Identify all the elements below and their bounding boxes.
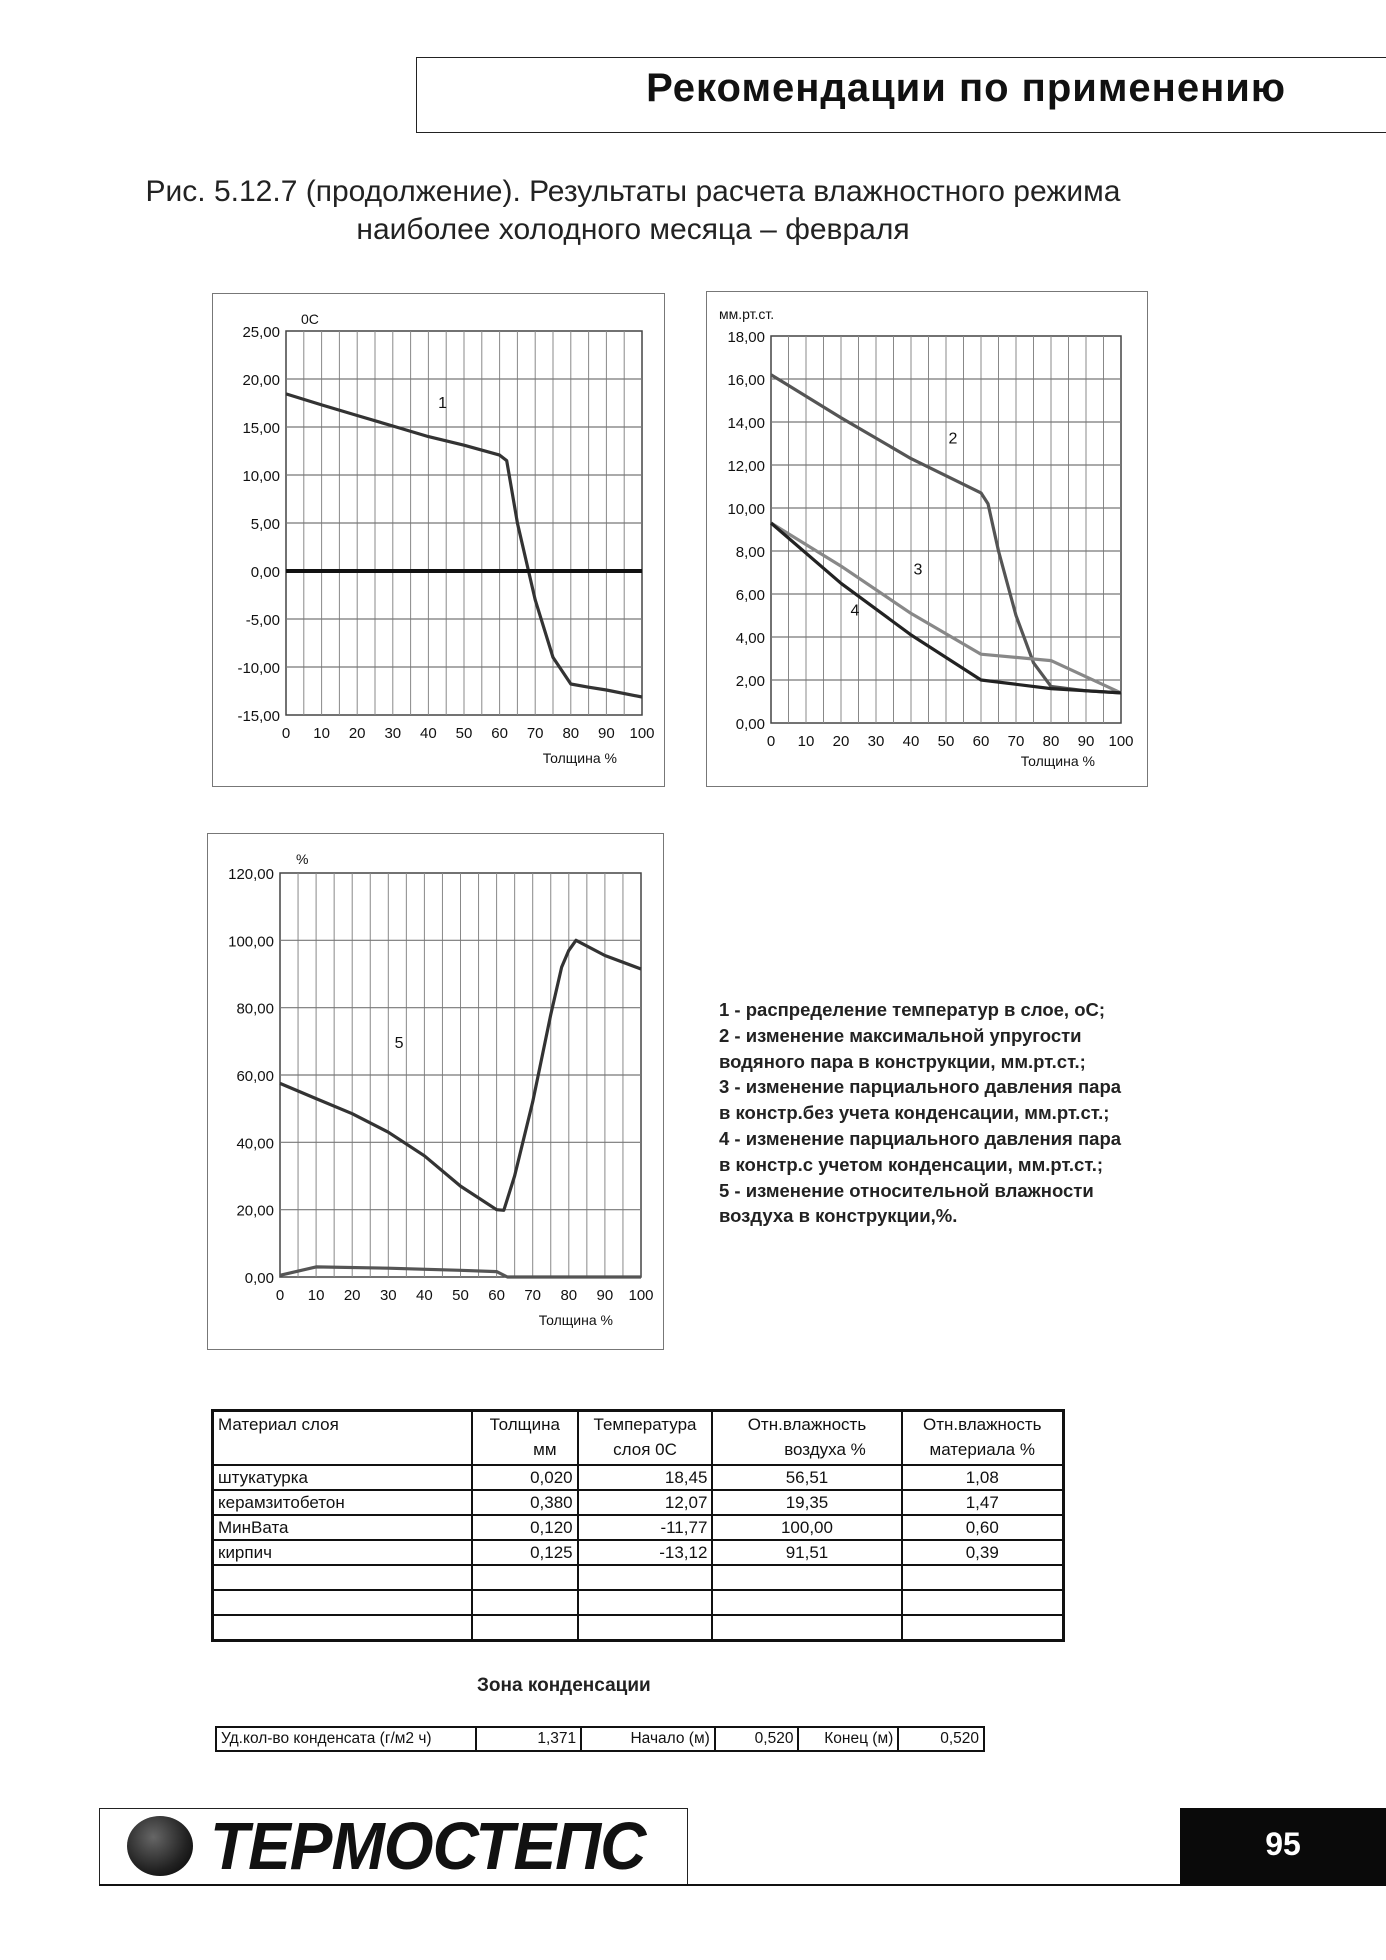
legend-line: 3 - изменение парциального давления пара — [719, 1076, 1122, 1098]
y-axis-label: % — [296, 851, 309, 867]
x-axis-label: Толщина % — [542, 750, 617, 766]
cell-material: керамзитобетон — [213, 1490, 473, 1515]
condensation-table — [215, 1726, 985, 1752]
x-tick-label: 10 — [307, 1287, 325, 1304]
x-tick-label: 40 — [416, 1287, 433, 1304]
table-row — [213, 1540, 1064, 1565]
cell-thickness — [472, 1590, 578, 1615]
x-tick-label: 90 — [598, 725, 615, 742]
cell-thickness: 0,380 — [472, 1490, 578, 1515]
x-tick-label: 60 — [488, 1287, 505, 1304]
legend-line: 2 - изменение максимальной упругости — [719, 1024, 1082, 1046]
x-axis-label: Толщина % — [538, 1312, 613, 1328]
y-axis-label: мм.рт.ст. — [719, 306, 775, 322]
cell-material-humidity — [902, 1565, 1064, 1590]
y-tick-label: 18,00 — [727, 329, 765, 346]
x-tick-label: 80 — [1042, 733, 1060, 750]
x-tick-label: 40 — [420, 725, 437, 742]
chart-svg — [208, 834, 663, 1349]
y-tick-label: 15,00 — [242, 420, 280, 437]
x-tick-label: 50 — [452, 1287, 469, 1304]
x-tick-label: 10 — [797, 733, 815, 750]
legend-line: 1 - распределение температур в слое, оС; — [719, 999, 1106, 1020]
header-material: Материал слоя — [213, 1411, 473, 1466]
legend-line: в констр.с учетом конденсации, мм.рт.ст.; — [719, 1153, 1104, 1175]
chart-svg — [707, 292, 1147, 786]
y-tick-label: 2,00 — [735, 673, 765, 690]
y-tick-label: 10,00 — [727, 501, 765, 518]
x-tick-label: 100 — [1108, 733, 1134, 750]
cell-thickness: 0,125 — [472, 1540, 578, 1565]
y-tick-label: 5,00 — [250, 516, 280, 533]
condensation-end-label: Конец (м) — [798, 1727, 898, 1751]
cell-temperature: 12,07 — [578, 1490, 713, 1515]
x-tick-label: 30 — [867, 733, 885, 750]
legend-line: в констр.без учета конденсации, мм.рт.ст.; — [719, 1102, 1110, 1124]
cell-material — [213, 1615, 473, 1641]
series-label: 4 — [850, 602, 860, 620]
header-temperature: Температура слоя 0С — [578, 1411, 713, 1466]
y-tick-label: -5,00 — [245, 612, 280, 629]
cell-air-humidity — [712, 1590, 901, 1615]
page-number: 95 — [1265, 1826, 1301, 1862]
y-tick-label: -15,00 — [237, 708, 280, 725]
temperature-chart — [212, 293, 665, 787]
series-label: 5 — [394, 1035, 404, 1053]
cell-air-humidity: 100,00 — [712, 1515, 901, 1540]
x-tick-label: 20 — [348, 725, 366, 742]
series-label: 2 — [948, 430, 958, 448]
y-tick-label: 0,00 — [735, 716, 765, 733]
condensation-row — [216, 1727, 984, 1751]
cell-air-humidity: 91,51 — [712, 1540, 901, 1565]
cell-thickness — [472, 1565, 578, 1590]
x-tick-label: 100 — [629, 725, 655, 742]
x-tick-label: 70 — [1007, 733, 1025, 750]
x-tick-label: 60 — [491, 725, 508, 742]
x-tick-label: 20 — [832, 733, 850, 750]
y-tick-label: 20,00 — [242, 372, 280, 389]
y-tick-label: 12,00 — [727, 458, 765, 475]
x-axis-label: Толщина % — [1020, 753, 1095, 769]
y-tick-label: 60,00 — [236, 1068, 274, 1085]
layers-table — [211, 1409, 1065, 1642]
cell-material — [213, 1590, 473, 1615]
x-tick-label: 0 — [281, 725, 291, 742]
cell-temperature — [578, 1615, 713, 1641]
page-header-title: Рекомендации по применению — [646, 66, 1286, 110]
legend-line: водяного пара в конструкции, мм.рт.ст.; — [719, 1050, 1086, 1072]
cell-thickness: 0,020 — [472, 1465, 578, 1490]
table-header-row — [213, 1411, 1064, 1466]
humidity-chart — [207, 833, 664, 1350]
condensate-amount-label: Уд.кол-во конденсата (г/м2 ч) — [216, 1727, 476, 1751]
header-air-humidity: Отн.влажность воздуха % — [712, 1411, 901, 1466]
y-tick-label: 10,00 — [242, 468, 280, 485]
x-tick-label: 10 — [313, 725, 330, 742]
cell-thickness: 0,120 — [472, 1515, 578, 1540]
x-tick-label: 20 — [343, 1287, 361, 1304]
y-tick-label: 25,00 — [242, 324, 280, 341]
cell-temperature: -13,12 — [578, 1540, 713, 1565]
cell-air-humidity — [712, 1565, 901, 1590]
condensate-amount-value: 1,371 — [476, 1727, 582, 1751]
x-tick-label: 30 — [379, 1287, 397, 1304]
figure-caption-line1: Рис. 5.12.7 (продолжение). Результаты расчета влажностного режима — [145, 175, 1121, 208]
cell-material-humidity: 0,39 — [902, 1540, 1064, 1565]
header-thickness: Толщина мм — [472, 1411, 578, 1466]
y-tick-label: 20,00 — [236, 1202, 274, 1220]
chart-legend — [719, 997, 1199, 1229]
series-label: 1 — [438, 394, 448, 412]
table-row — [213, 1490, 1064, 1515]
y-tick-label: -10,00 — [237, 660, 280, 677]
x-tick-label: 50 — [455, 725, 473, 742]
x-tick-label: 70 — [524, 1287, 542, 1304]
y-tick-label: 14,00 — [727, 415, 765, 432]
x-tick-label: 80 — [562, 725, 580, 742]
cell-temperature — [578, 1565, 713, 1590]
series-label: 3 — [913, 561, 923, 579]
table-row — [213, 1465, 1064, 1490]
cell-material-humidity — [902, 1590, 1064, 1615]
legend-line: 4 - изменение парциального давления пара — [719, 1127, 1122, 1149]
brand-logo-text: ТЕРМОСТЕПС — [210, 1808, 646, 1884]
x-tick-label: 0 — [275, 1287, 285, 1304]
cell-material-humidity: 0,60 — [902, 1515, 1064, 1540]
cell-temperature — [578, 1590, 713, 1615]
y-tick-label: 120,00 — [228, 866, 274, 883]
table-row — [213, 1515, 1064, 1540]
legend-line: 5 - изменение относительной влажности — [719, 1179, 1094, 1201]
x-tick-label: 90 — [596, 1287, 614, 1304]
footer-logo-box — [99, 1808, 688, 1886]
cell-material: штукатурка — [213, 1465, 473, 1490]
cell-thickness — [472, 1615, 578, 1641]
x-tick-label: 80 — [560, 1287, 578, 1304]
x-tick-label: 90 — [1077, 733, 1095, 750]
cell-material: кирпич — [213, 1540, 473, 1565]
x-tick-label: 40 — [902, 733, 920, 750]
y-tick-label: 8,00 — [735, 544, 765, 561]
table-row — [213, 1615, 1064, 1641]
chart-svg — [213, 294, 664, 786]
cell-air-humidity: 56,51 — [712, 1465, 901, 1490]
y-tick-label: 4,00 — [735, 630, 765, 647]
header-material-humidity: Отн.влажность материала % — [902, 1411, 1064, 1466]
y-tick-label: 0,00 — [250, 564, 280, 581]
cell-material-humidity — [902, 1615, 1064, 1641]
y-axis-label: 0С — [301, 311, 319, 327]
table-row — [213, 1565, 1064, 1590]
cell-temperature: 18,45 — [578, 1465, 713, 1490]
cell-air-humidity — [712, 1615, 901, 1641]
x-tick-label: 60 — [972, 733, 990, 750]
x-tick-label: 70 — [526, 725, 544, 742]
x-tick-label: 50 — [937, 733, 955, 750]
cell-air-humidity: 19,35 — [712, 1490, 901, 1515]
legend-line: воздуха в конструкции,%. — [719, 1205, 958, 1227]
cell-material: МинВата — [213, 1515, 473, 1540]
y-tick-label: 0,00 — [244, 1270, 274, 1287]
condensation-start-value: 0,520 — [715, 1727, 799, 1751]
page-number-box — [1180, 1808, 1386, 1886]
x-tick-label: 0 — [766, 733, 776, 750]
x-tick-label: 30 — [384, 725, 402, 742]
figure-caption-line2: наиболее холодного месяца – февраля — [356, 213, 910, 246]
cell-material — [213, 1565, 473, 1590]
condensation-end-value: 0,520 — [898, 1727, 984, 1751]
x-tick-label: 100 — [628, 1287, 654, 1304]
y-tick-label: 16,00 — [727, 372, 765, 389]
condensation-start-label: Начало (м) — [581, 1727, 715, 1751]
y-tick-label: 100,00 — [228, 933, 274, 951]
cell-material-humidity: 1,08 — [902, 1465, 1064, 1490]
cell-material-humidity: 1,47 — [902, 1490, 1064, 1515]
vapor-pressure-chart — [706, 291, 1148, 787]
cell-temperature: -11,77 — [578, 1515, 713, 1540]
y-tick-label: 40,00 — [236, 1135, 274, 1153]
y-tick-label: 6,00 — [735, 587, 765, 604]
header-box — [416, 57, 1386, 133]
table-row — [213, 1590, 1064, 1615]
brand-logo-icon — [127, 1816, 193, 1876]
y-tick-label: 80,00 — [236, 1000, 274, 1018]
condensation-zone-title: Зона конденсации — [477, 1675, 651, 1696]
